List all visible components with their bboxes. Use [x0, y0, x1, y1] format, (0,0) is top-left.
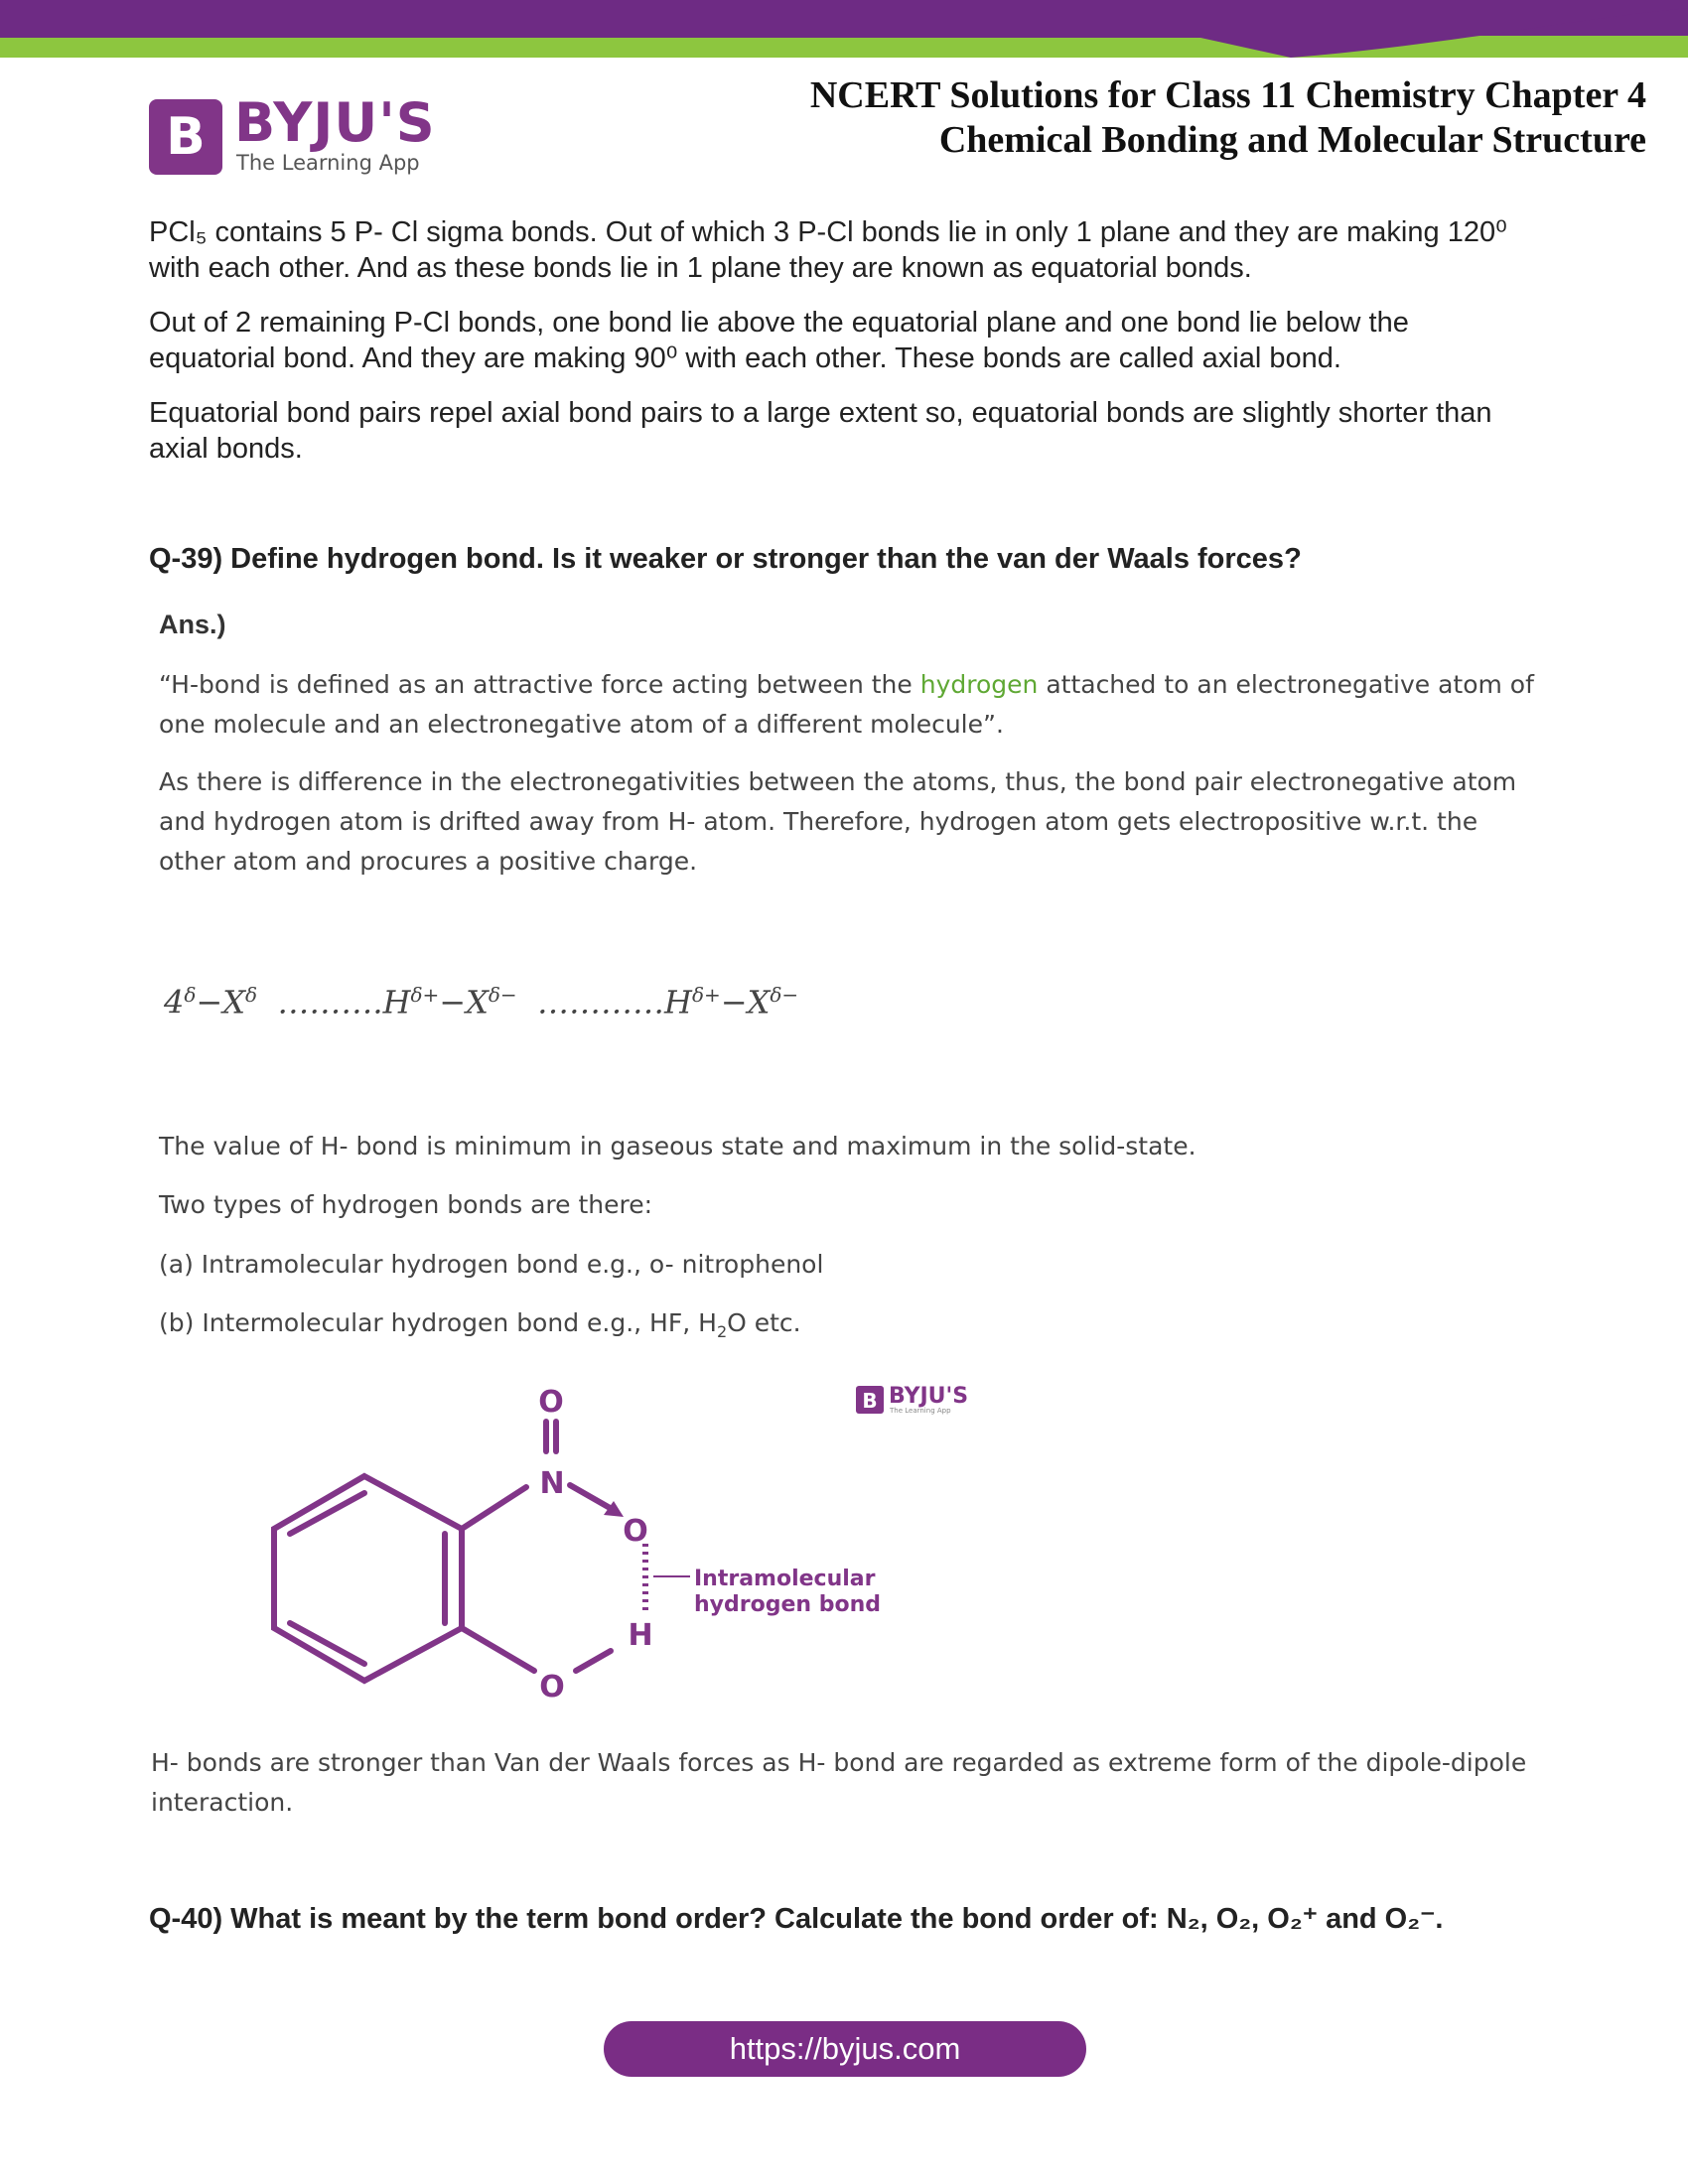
- hbond-definition: [159, 665, 1539, 745]
- watermark-brand: BYJU'S: [889, 1384, 969, 1409]
- byjus-logo: [149, 91, 447, 177]
- question-40: Q-40) What is meant by the term bond order? Calculate the bond order of: N₂, O₂, O₂⁺ and O₂⁻.: [149, 1903, 1444, 1935]
- logo-b-icon: B: [149, 99, 222, 175]
- page-title: [810, 73, 1646, 163]
- atom-o-bottom: O: [539, 1670, 565, 1705]
- logo-brand-name: BYJU'S: [234, 91, 436, 154]
- intro-paragraph-2: Out of 2 remaining P-Cl bonds, one bond lie above the equatorial plane and one bond lie below the equatorial bond. And they are making 90⁰ with each other. These bonds are called axial bond.: [149, 307, 1409, 374]
- question-39: Q-39) Define hydrogen bond. Is it weaker or stronger than the van der Waals forces?: [149, 543, 1302, 575]
- hbond-formula: $4^\delta-X^\delta$ $\dots\dots\dots.H^{\delta+}-X^{\delta-}$ $\dots\dots\dots\dots H^{\delta+}-X^{\delta-}$: [164, 983, 799, 1022]
- hbond-label-line1: Intramolecular: [694, 1567, 876, 1591]
- watermark-tagline: The Learning App: [890, 1407, 951, 1415]
- atom-o-right: O: [623, 1514, 648, 1549]
- header-decorative-bar: [0, 0, 1688, 60]
- hbond-conclusion: H- bonds are stronger than Van der Waals forces as H- bond are regarded as extreme form of the dipole-dipole interaction.: [151, 1748, 1527, 1817]
- hbond-value-line: The value of H- bond is minimum in gaseous state and maximum in the solid-state.: [159, 1132, 1196, 1160]
- hydrogen-link[interactable]: hydrogen: [919, 670, 1039, 699]
- intro-paragraph-3: Equatorial bond pairs repel axial bond pairs to a large extent so, equatorial bonds are slightly shorter than axial bonds.: [149, 397, 1492, 465]
- atom-o-top: O: [538, 1385, 564, 1420]
- hbond-explanation: As there is difference in the electronegativities between the atoms, thus, the bond pair electronegative atom and hydrogen atom is drifted away from H- atom. Therefore, hydrogen atom gets electropositive w.r.t. the other atom and procures a positive charge.: [159, 767, 1517, 876]
- svg-text:B: B: [862, 1389, 878, 1413]
- definition-text-start: “H-bond is defined as an attractive force acting between the: [159, 670, 920, 699]
- hbond-types-line: Two types of hydrogen bonds are there:: [159, 1190, 653, 1219]
- hbond-type-a: (a) Intramolecular hydrogen bond e.g., o- nitrophenol: [159, 1250, 824, 1279]
- footer-url-link[interactable]: https://byjus.com: [604, 2021, 1086, 2077]
- atom-n: N: [539, 1466, 565, 1501]
- answer-label: Ans.): [159, 610, 226, 639]
- hbond-label-line2: hydrogen bond: [694, 1592, 881, 1617]
- page-title-line1: NCERT Solutions for Class 11 Chemistry Chapter 4: [809, 74, 1646, 116]
- page-title-line2: Chemical Bonding and Molecular Structure: [938, 119, 1646, 161]
- intro-paragraph-1: PCl₅ contains 5 P- Cl sigma bonds. Out of which 3 P-Cl bonds lie in only 1 plane and they are making 120⁰ with each other. And as these bonds lie in 1 plane they are known as equatorial bonds.: [149, 216, 1507, 284]
- o-nitrophenol-diagram: [238, 1370, 993, 1707]
- watermark-logo: [856, 1384, 968, 1415]
- atom-h: H: [628, 1618, 653, 1653]
- logo-tagline: The Learning App: [236, 151, 420, 175]
- hbond-type-b: (b) Intermolecular hydrogen bond e.g., HF, $H_2O$ etc.: [159, 1308, 801, 1341]
- definition-text-end: attached to an electronegative atom of one molecule and an electronegative atom of a different molecule”.: [159, 670, 1534, 739]
